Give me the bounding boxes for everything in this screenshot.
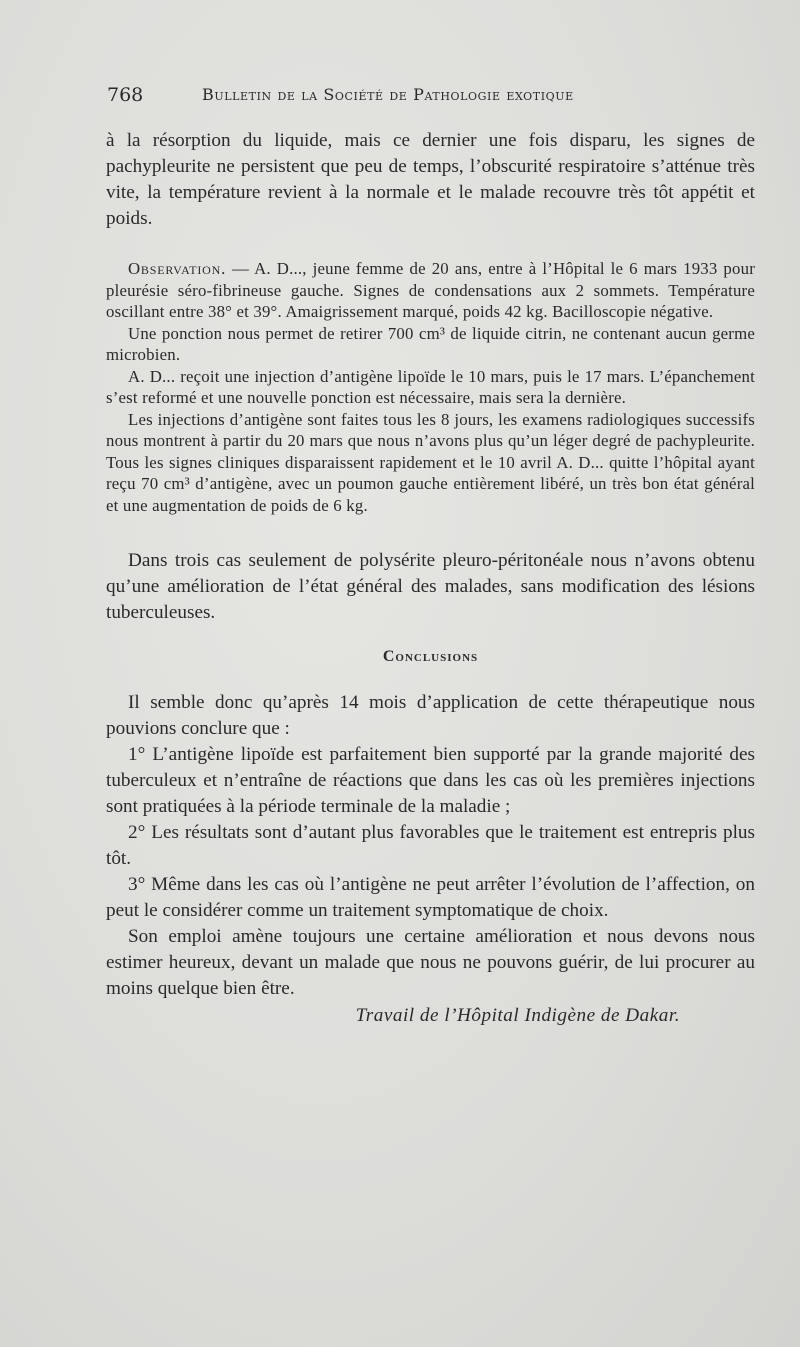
conclusions-paragraph-3: 2° Les résultats sont d’autant plus favorables que le traitement est entrepris plus tôt.: [106, 822, 755, 869]
conclusions-paragraph-1: Il semble donc qu’après 14 mois d’application de cette thérapeutique nous pouvions conclure que :: [106, 692, 755, 739]
conclusions-heading: Conclusions: [382, 648, 479, 665]
observation-block: [106, 258, 755, 516]
polyserite-paragraph: Dans trois cas seulement de polysérite pleuro-péritonéale nous n’avons obtenu qu’une amélioration de l’état général des malades, sans modification des lésions tuberculeuses.: [106, 550, 755, 623]
spacer: [106, 516, 755, 548]
page-body: [106, 128, 755, 1030]
conclusions-paragraph-2: 1° L’antigène lipoïde est parfaitement bien supporté par la grande majorité des tuberculeux et n’entraîne de réactions que dans les cas où les premières injections sont pratiquées à la période terminale de la maladie ;: [106, 744, 755, 817]
conclusions-paragraph-4: 3° Même dans les cas où l’antigène ne peut arrêter l’évolution de l’affection, on peut le considérer comme un traitement symptomatique de choix.: [106, 874, 755, 921]
observation-paragraph-4: Les injections d’antigène sont faites tous les 8 jours, les examens radiologiques successifs nous montrent à partir du 20 mars que nous n’avons plus qu’un léger degré de pachypleurite. Tous les signes cliniques disparaissent rapidement et le 10 avril A. D... quitte l’hôpital ayant reçu 70 cm³ d’antigène, avec un poumon gauche entièrement libéré, un très bon état général et une augmentation de poids de 6 kg.: [106, 409, 755, 515]
conclusions-paragraph-5: Son emploi amène toujours une certaine amélioration et nous devons nous estimer heureux, devant un malade que nous ne pouvons guérir, de lui procurer au moins quelque bien être.: [106, 926, 755, 999]
running-title: Bulletin de la Société de Pathologie exotique: [202, 85, 574, 104]
observation-text-1: — A. D..., jeune femme de 20 ans, entre à l’Hôpital le 6 mars 1933 pour pleurésie séro-fibrineuse gauche. Signes de condensations aux 2 sommets. Température oscillant entre 38° et 39°. Amaigrissement marqué, poids 42 kg. Bacilloscopie négative.: [106, 259, 755, 321]
signature-line: Travail de l’Hôpital Indigène de Dakar.: [355, 1005, 680, 1026]
observation-label: Observation.: [128, 259, 227, 278]
spacer: [106, 232, 755, 258]
observation-paragraph-2: Une ponction nous permet de retirer 700 cm³ de liquide citrin, ne contenant aucun germe microbien.: [106, 323, 755, 364]
page-number: 768: [107, 84, 144, 106]
observation-paragraph-1: [106, 258, 755, 323]
observation-paragraph-3: A. D... reçoit une injection d’antigène lipoïde le 10 mars, puis le 17 mars. L’épanchement s’est reformé et une nouvelle ponction est nécessaire, mais sera la dernière.: [106, 366, 755, 407]
page-header: [107, 84, 757, 114]
intro-paragraph: à la résorption du liquide, mais ce dernier une fois disparu, les signes de pachypleurite ne persistent que peu de temps, l’obscurité respiratoire s’atténue très vite, la température revient à la normale et le malade recouvre très tôt appétit et poids.: [106, 130, 755, 229]
